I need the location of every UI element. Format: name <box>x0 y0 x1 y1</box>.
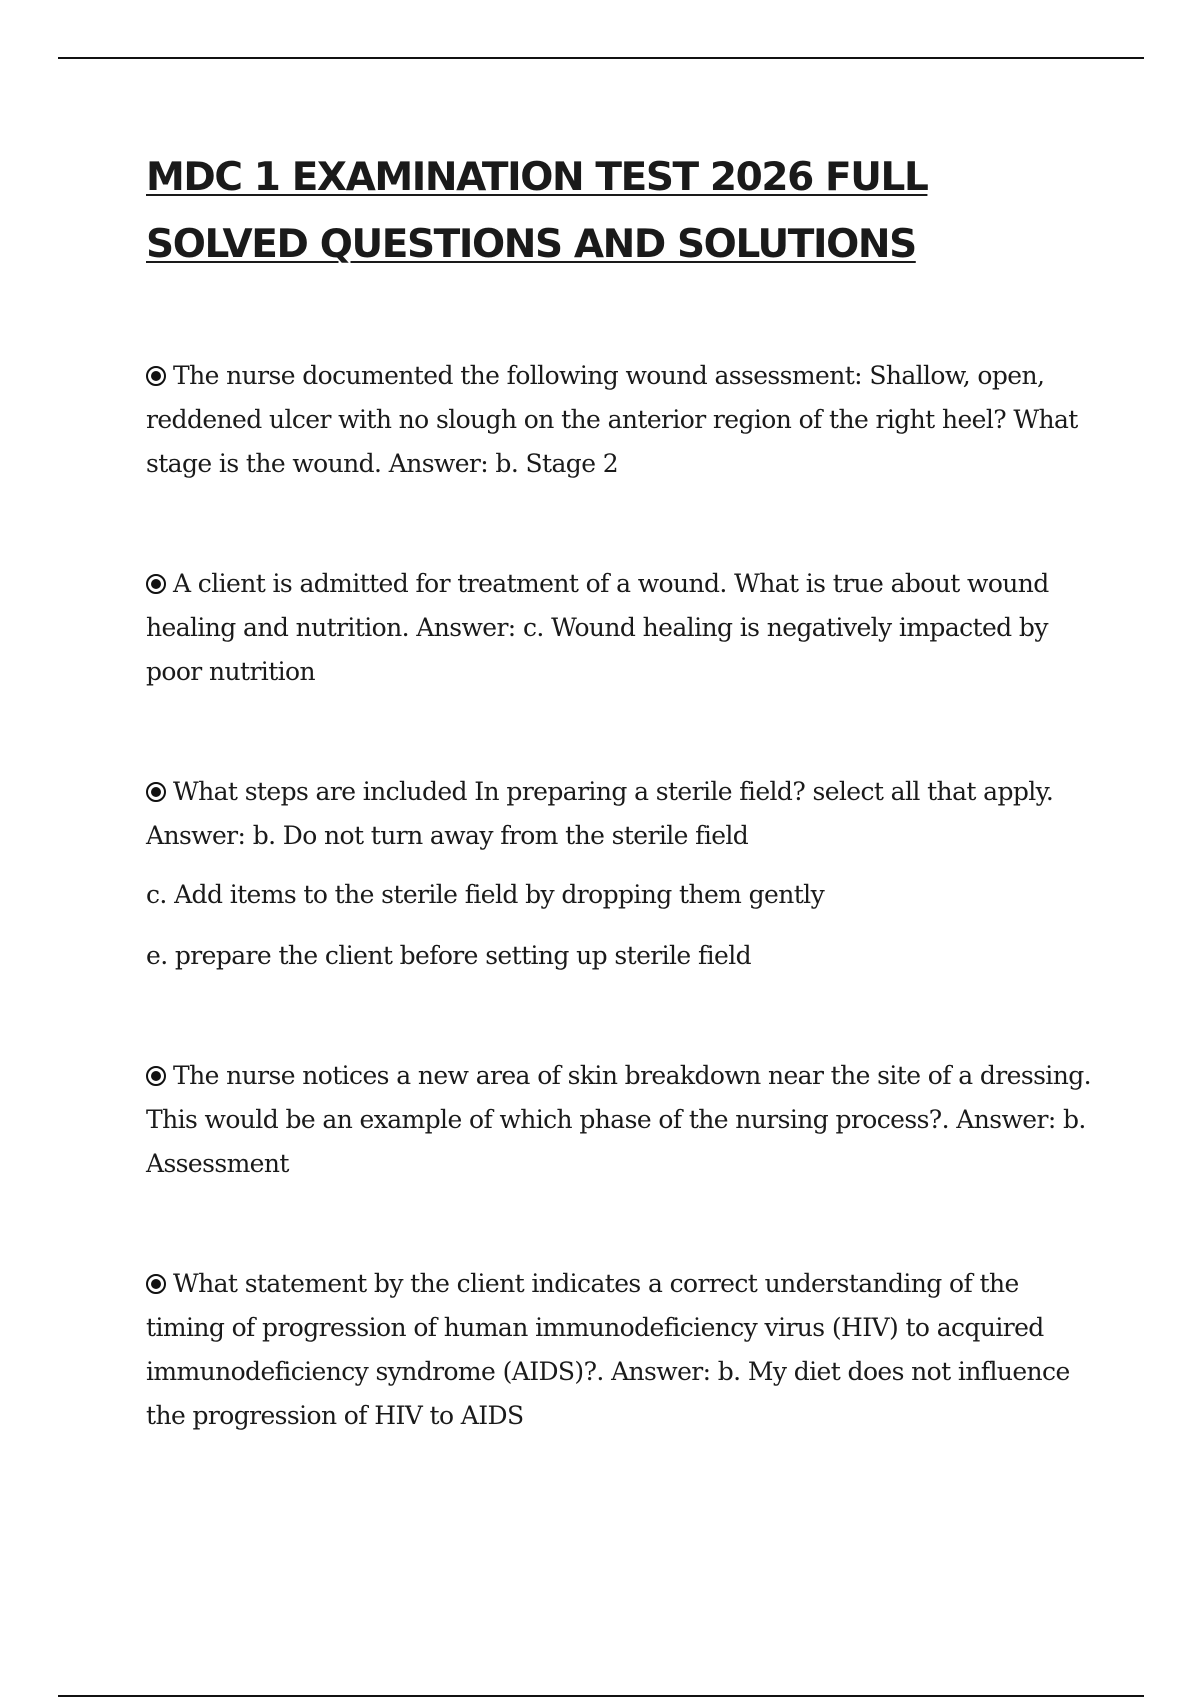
top-divider <box>58 57 1144 59</box>
page-title: MDC 1 EXAMINATION TEST 2026 FULL SOLVED QUESTIONS AND SOLUTIONS <box>146 155 928 267</box>
bottom-divider <box>58 1695 1144 1697</box>
fisheye-bullet-icon <box>146 1274 166 1294</box>
question-item <box>146 354 1096 486</box>
question-item <box>146 770 1096 858</box>
question-text: What statement by the client indicates a correct understanding of the timing of progression of human immunodeficiency virus (HIV) to acquired immunodeficiency syndrome (AIDS)?. Answer: b. My diet does not influence the progression of HIV to AIDS <box>146 1269 1070 1430</box>
question-text: The nurse notices a new area of skin breakdown near the site of a dressing. This would be an example of which phase of the nursing process?. Answer: b. Assessment <box>146 1061 1091 1178</box>
question-item <box>146 1262 1096 1438</box>
fisheye-bullet-icon <box>146 1066 166 1086</box>
question-text: A client is admitted for treatment of a wound. What is true about wound healing and nutrition. Answer: c. Wound healing is negatively impacted by poor nutrition <box>146 569 1049 686</box>
fisheye-bullet-icon <box>146 574 166 594</box>
question-text: What steps are included In preparing a sterile field? select all that apply. Answer: b. Do not turn away from the sterile field <box>146 777 1054 850</box>
answer-option-line: c. Add items to the sterile field by dropping them gently <box>146 880 825 909</box>
question-text: The nurse documented the following wound assessment: Shallow, open, reddened ulcer with no slough on the anterior region of the right heel? What stage is the wound. Answer: b. Stage 2 <box>146 361 1078 478</box>
answer-option-line: e. prepare the client before setting up sterile field <box>146 941 752 970</box>
question-item <box>146 562 1096 694</box>
fisheye-bullet-icon <box>146 782 166 802</box>
question-item <box>146 1054 1096 1186</box>
fisheye-bullet-icon <box>146 366 166 386</box>
